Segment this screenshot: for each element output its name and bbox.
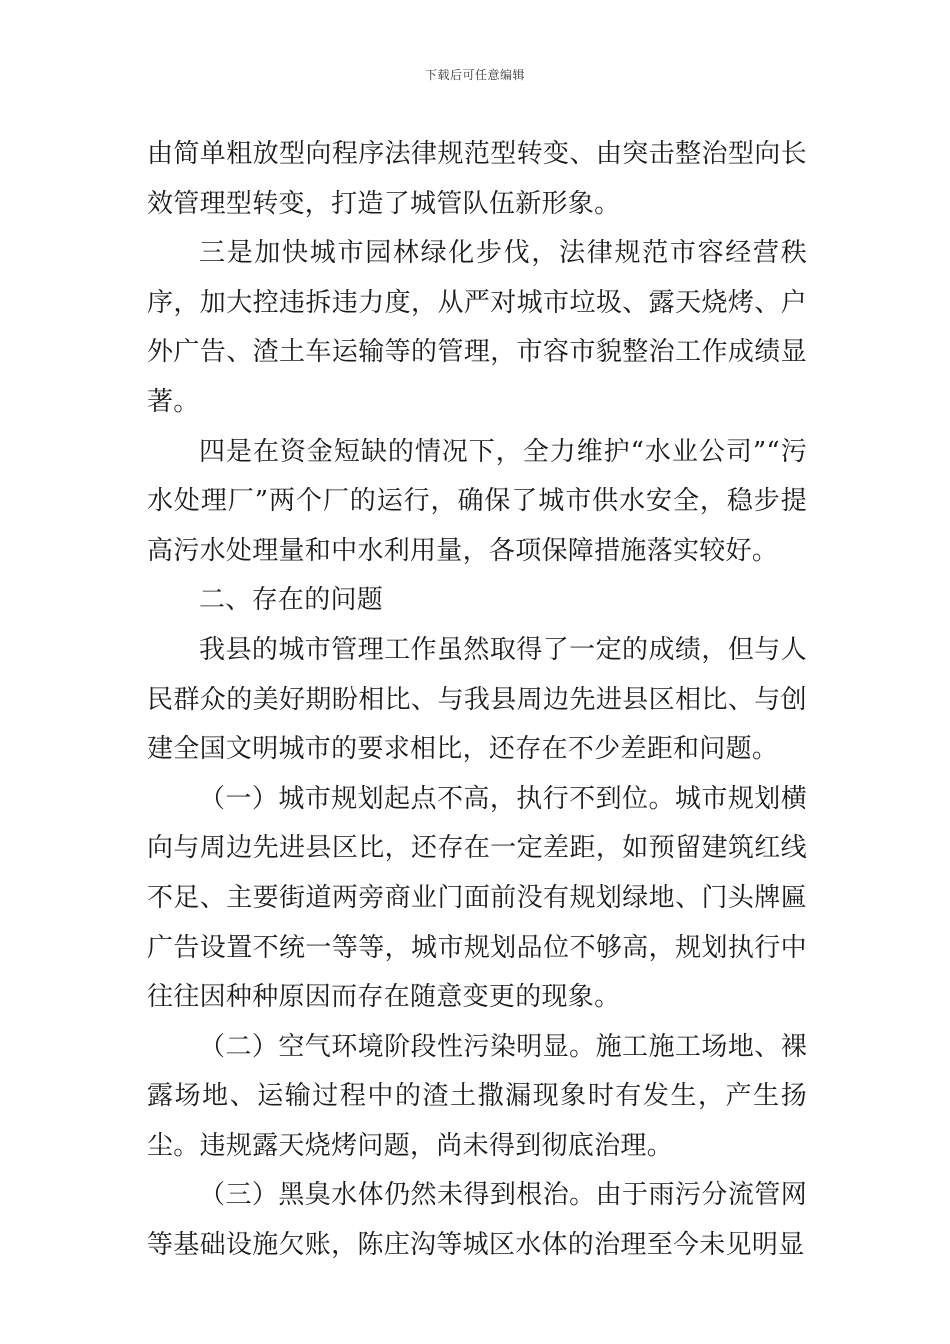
paragraph-5: 我县的城市管理工作虽然取得了一定的成绩，但与人民群众的美好期盼相比、与我县周边先进县区相比、与创建全国文明城市的要求相比，还存在不少差距和问题。 [147,634,807,765]
paragraph-1: 由简单粗放型向程序法律规范型转变、由突击整治型向长效管理型转变，打造了城管队伍新形象。 [147,139,807,219]
paragraph-6: （一）城市规划起点不高，执行不到位。城市规划横向与周边先进县区比，还存在一定差距，如预留建筑红线不足、主要街道两旁商业门面前没有规划绿地、门头牌匾广告设置不统一等等，城市规划品位不够高，规划执行中往往因种种原因而存在随意变更的现象。 [147,783,807,1013]
paragraph-2: 三是加快城市园林绿化步伐，法律规范市容经营秩序，加大控违拆违力度，从严对城市垃圾、露天烧烤、户外广告、渣土车运输等的管理，市容市貌整治工作成绩显著。 [147,238,807,417]
page-header: 下载后可任意编辑 [424,68,525,82]
section-heading-problems: 二、存在的问题 [199,585,384,616]
paragraph-3: 四是在资金短缺的情况下，全力维护“水业公司”“污水处理厂”两个厂的运行，确保了城市供水安全，稳步提高污水处理量和中水利用量，各项保障措施落实较好。 [147,436,807,566]
document-body [147,130,807,1271]
paragraph-8: （三）黑臭水体仍然未得到根治。由于雨污分流管网等基础设施欠账，陈庄沟等城区水体的治理至今未见明显 [147,1180,807,1261]
paragraph-7: （二）空气环境阶段性污染明显。施工施工场地、裸露场地、运输过程中的渣土撒漏现象时有发生，产生扬尘。违规露天烧烤问题，尚未得到彻底治理。 [147,1031,807,1161]
